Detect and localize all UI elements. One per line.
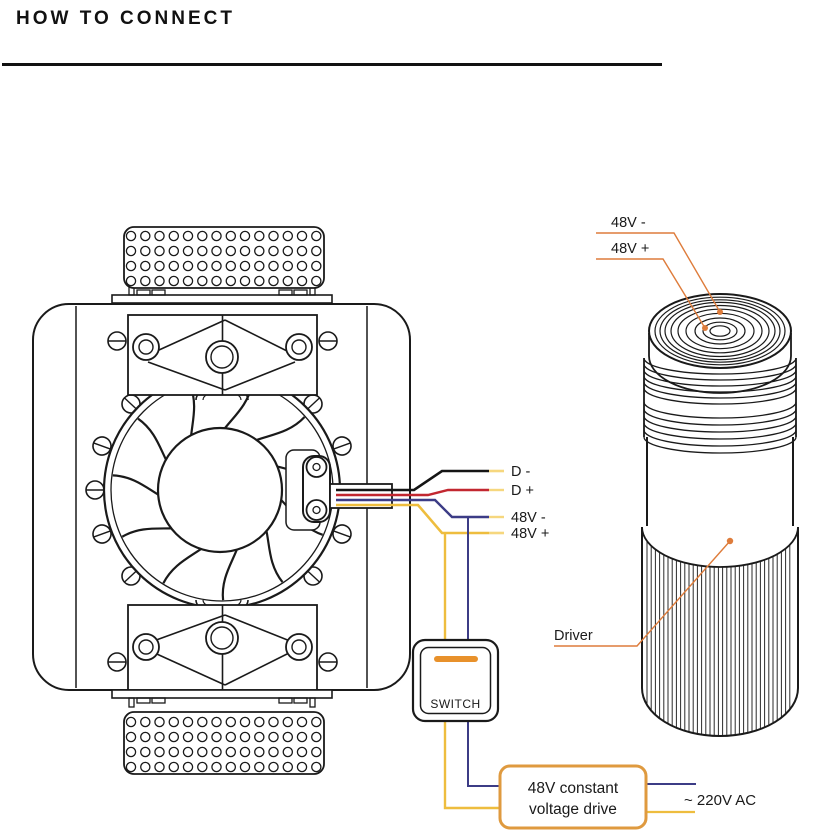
screw-head <box>108 332 126 350</box>
wire-labels <box>511 464 549 542</box>
terminal <box>307 457 327 477</box>
bolt-boss <box>133 634 159 660</box>
ac-label: ~ 220V AC <box>684 792 757 809</box>
top-vent-assembly <box>112 227 332 303</box>
label-48v-plus: 48V + <box>511 526 550 542</box>
label-d-minus: D - <box>511 464 531 480</box>
rib-arc <box>644 388 796 404</box>
screw-head <box>86 481 104 499</box>
leader-dot <box>727 538 733 544</box>
switch-indicator-bar <box>434 656 478 662</box>
bottom-vent-plate <box>124 712 324 774</box>
psu-outline <box>500 766 646 828</box>
driver-cylinder <box>642 294 798 736</box>
label-d-plus: D + <box>511 483 534 499</box>
bolt-boss <box>133 334 159 360</box>
switch-box[interactable] <box>413 640 498 721</box>
psu-label-line1: 48V constant <box>527 780 619 797</box>
screw-head <box>319 653 337 671</box>
rib-arc <box>644 409 796 425</box>
top-vent-plate <box>124 227 324 288</box>
wire-48v-plus-drop-lower <box>445 721 502 808</box>
switch-label: SWITCH <box>430 697 481 711</box>
bolt-boss <box>286 334 312 360</box>
driver-ribs <box>644 358 796 453</box>
bolt-boss <box>286 634 312 660</box>
terminal <box>307 500 327 520</box>
label-48v-minus: 48V - <box>511 510 546 526</box>
motor-hub <box>158 428 282 552</box>
top-mount-bar <box>112 295 332 303</box>
label-driver-48v-plus: 48V + <box>611 241 650 257</box>
screw-head <box>319 332 337 350</box>
psu-label-line2: voltage drive <box>529 801 617 818</box>
screw-head <box>108 653 126 671</box>
leader-dot <box>717 309 723 315</box>
page-title: HOW TO CONNECT <box>16 8 235 29</box>
heatsink-bottom-rim <box>642 688 798 736</box>
bottom-bracket <box>128 605 317 690</box>
driver-heatsink-fins <box>647 541 790 736</box>
psu-box <box>500 766 646 828</box>
heatsink-top-rim <box>642 527 798 567</box>
tab <box>129 698 134 707</box>
bottom-mount-bar <box>112 690 332 698</box>
tab <box>310 698 315 707</box>
top-bracket <box>128 315 317 395</box>
label-driver: Driver <box>554 628 593 644</box>
rib-arc <box>644 370 796 386</box>
rib-arc <box>644 382 796 398</box>
leader-dot <box>702 325 708 331</box>
rib-arc <box>644 376 796 392</box>
connector-block <box>286 450 330 530</box>
label-driver-48v-minus: 48V - <box>611 215 646 231</box>
